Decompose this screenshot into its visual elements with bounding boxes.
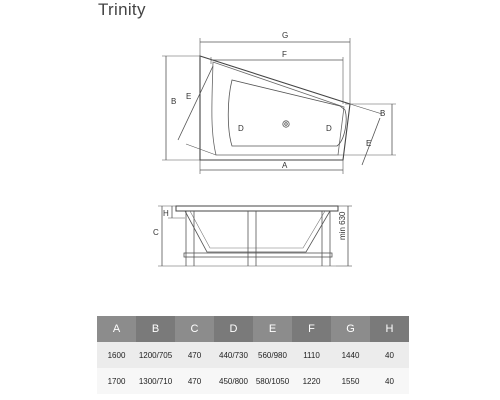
table-cell: 1440 <box>331 342 370 368</box>
dim-label-a: A <box>282 161 288 170</box>
table-cell: 470 <box>175 368 214 394</box>
dim-label-d-right: D <box>326 124 332 133</box>
dim-label-e-right: E <box>366 139 372 148</box>
dim-label-f: F <box>282 50 287 59</box>
table-cell: 560/980 <box>253 342 292 368</box>
table-cell: 1600 <box>97 342 136 368</box>
dim-label-c: C <box>153 228 159 237</box>
product-title: Trinity <box>98 0 146 19</box>
dim-label-e-left: E <box>186 92 192 101</box>
table-cell: 1700 <box>97 368 136 394</box>
tub-body-side <box>185 211 330 252</box>
header-d: D <box>214 316 253 342</box>
header-g: G <box>331 316 370 342</box>
frame-bar <box>184 253 332 257</box>
dim-label-d-left: D <box>238 124 244 133</box>
table-header-row <box>97 316 409 342</box>
table-row <box>97 342 409 368</box>
header-c: C <box>175 316 214 342</box>
header-h: H <box>370 316 409 342</box>
table-cell: 1110 <box>292 342 331 368</box>
header-f: F <box>292 316 331 342</box>
table-cell: 1220 <box>292 368 331 394</box>
table-cell: 1200/705 <box>136 342 175 368</box>
table-cell: 40 <box>370 342 409 368</box>
table-cell: 450/800 <box>214 368 253 394</box>
header-a: A <box>97 316 136 342</box>
dim-label-min-height: min 630 <box>338 211 347 240</box>
side-view <box>153 206 352 266</box>
table-cell: 440/730 <box>214 342 253 368</box>
table-cell: 40 <box>370 368 409 394</box>
header-b: B <box>136 316 175 342</box>
table-cell: 1550 <box>331 368 370 394</box>
tub-basin <box>228 80 346 146</box>
top-view <box>162 31 396 174</box>
table-row <box>97 368 409 394</box>
tub-rim-inner <box>212 62 344 155</box>
header-e: E <box>253 316 292 342</box>
dim-label-b-left: B <box>171 97 177 106</box>
tub-rim-side <box>176 206 338 211</box>
dim-label-b-right: B <box>380 109 386 118</box>
table-cell: 470 <box>175 342 214 368</box>
table-cell: 1300/710 <box>136 368 175 394</box>
tub-outer-outline <box>200 56 350 160</box>
dimensions-table <box>97 316 409 394</box>
table-cell: 580/1050 <box>253 368 292 394</box>
dim-label-g: G <box>282 31 289 40</box>
drain-icon <box>283 121 289 127</box>
dim-label-h: H <box>163 209 169 218</box>
